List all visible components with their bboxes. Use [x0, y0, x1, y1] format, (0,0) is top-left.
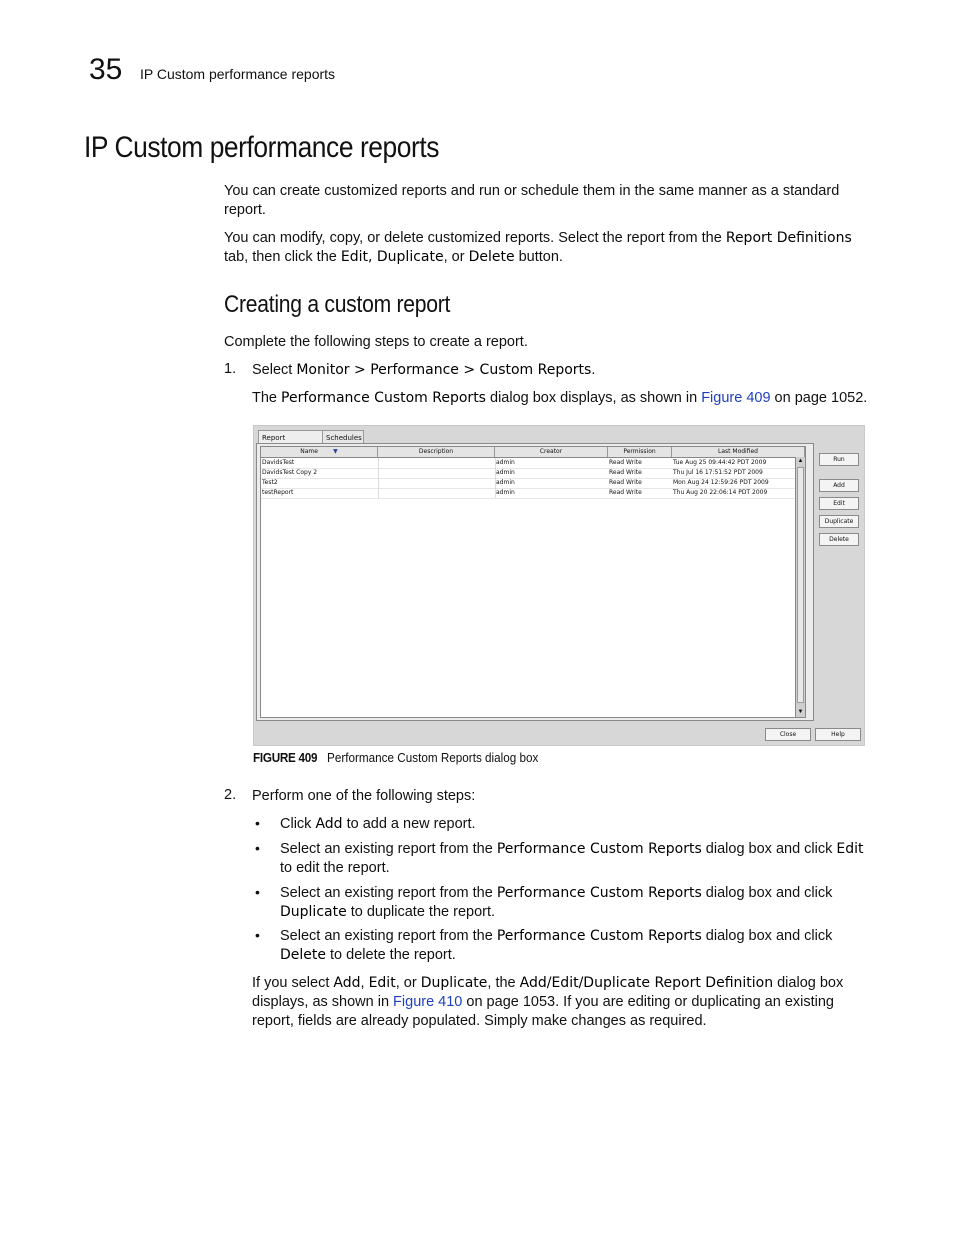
text: to add a new report. [342, 816, 476, 832]
ui-term: Performance Custom Reports [496, 841, 702, 857]
table-cell: admin [496, 479, 515, 486]
table-cell [378, 488, 496, 498]
text: The [252, 390, 282, 406]
table-cell: Mon Aug 24 12:59:26 PDT 2009 [673, 479, 769, 486]
ui-term: Report Definitions [725, 230, 852, 246]
step-1-subtext [252, 389, 867, 408]
bullet-4-glyph: • [255, 927, 260, 943]
text: , [360, 975, 369, 991]
text: , or [395, 975, 421, 991]
tab-report-definitions[interactable]: Report [258, 430, 324, 445]
text: dialog box and click [701, 885, 833, 901]
text: button. [514, 249, 563, 265]
figure-caption-text: Performance Custom Reports dialog box [327, 750, 539, 765]
vertical-scrollbar[interactable] [795, 457, 805, 717]
column-header-name[interactable] [261, 447, 378, 457]
table-cell: Test2 [261, 478, 379, 488]
close-button[interactable]: Close [765, 728, 811, 741]
bullet-1-glyph: • [255, 815, 260, 831]
ui-term: Edit [836, 841, 864, 857]
bullet-2-glyph: • [255, 840, 260, 856]
figure-410-link[interactable]: Figure 410 [393, 994, 463, 1010]
delete-button[interactable]: Delete [819, 533, 859, 546]
text: Select an existing report from the [280, 841, 497, 857]
table-cell: Thu Aug 20 22:06:14 PDT 2009 [673, 489, 768, 496]
text: , the [487, 975, 520, 991]
bullet-3 [280, 884, 864, 922]
scroll-up-icon[interactable]: ▲ [797, 458, 804, 464]
page-title: IP Custom performance reports [84, 131, 440, 164]
ui-term: Add/Edit/Duplicate Report Definition [519, 975, 774, 991]
text: to duplicate the report. [346, 904, 496, 920]
text: Select an existing report from the [280, 885, 497, 901]
table-row[interactable] [261, 488, 805, 499]
section-heading: Creating a custom report [224, 291, 451, 318]
ui-term: Edit [368, 975, 396, 991]
figure-409-link[interactable]: Figure 409 [701, 390, 771, 406]
text: , or [443, 249, 469, 265]
text: on page 1052. [770, 390, 868, 406]
ui-term: Performance Custom Reports [496, 928, 702, 944]
add-button[interactable]: Add [819, 479, 859, 492]
text: . [591, 362, 596, 378]
intro-paragraph-2 [224, 229, 864, 267]
bullet-1 [280, 815, 476, 834]
report-definitions-panel [256, 443, 814, 721]
bullet-2 [280, 840, 864, 878]
text: to edit the report. [280, 860, 390, 876]
table-cell: testReport [261, 488, 379, 498]
table-cell: Read Write [609, 459, 642, 466]
section-lead: Complete the following steps to create a report. [224, 334, 528, 350]
column-header-creator[interactable]: Creator [495, 447, 608, 457]
table-cell [378, 458, 496, 468]
step-2-number: 2. [224, 787, 237, 803]
column-header-last-modified[interactable]: Last Modified [672, 447, 805, 457]
table-cell: admin [496, 469, 515, 476]
bullet-3-glyph: • [255, 884, 260, 900]
step-1-text [252, 361, 595, 380]
table-cell: admin [496, 459, 515, 466]
text: to delete the report. [326, 947, 456, 963]
edit-button[interactable]: Edit [819, 497, 859, 510]
text: dialog box and click [701, 928, 833, 944]
run-button[interactable]: Run [819, 453, 859, 466]
ui-term: Delete [468, 249, 515, 265]
performance-custom-reports-dialog [253, 425, 865, 746]
ui-term: Add [333, 975, 361, 991]
closing-paragraph [252, 974, 862, 1031]
table-cell: DavidsTest [261, 458, 379, 468]
tab-schedules[interactable]: Schedules [322, 430, 364, 445]
text: tab, then click the [224, 249, 341, 265]
ui-term: Delete [280, 947, 326, 963]
column-header-description[interactable]: Description [378, 447, 495, 457]
figure-label: FIGURE 409 [253, 750, 318, 765]
text: Select [252, 362, 297, 378]
figure-caption [253, 750, 538, 765]
reports-table [260, 446, 806, 718]
ui-term: Performance Custom Reports [281, 390, 486, 406]
table-cell: admin [496, 489, 515, 496]
text: dialog box and click [701, 841, 837, 857]
duplicate-button[interactable]: Duplicate [819, 515, 859, 528]
table-cell: Thu Jul 16 17:51:52 PDT 2009 [673, 469, 763, 476]
ui-term: Performance Custom Reports [496, 885, 702, 901]
table-cell: DavidsTest Copy 2 [261, 468, 379, 478]
scroll-thumb[interactable] [797, 467, 804, 703]
chapter-number: 35 [89, 53, 123, 86]
ui-term: Duplicate [280, 904, 347, 920]
bullet-4 [280, 927, 864, 965]
text: You can modify, copy, or delete customized reports. Select the report from the [224, 230, 726, 246]
ui-term: Monitor > Performance > Custom Reports [296, 362, 592, 378]
help-button[interactable]: Help [815, 728, 861, 741]
text: on page 1053. If you are editing or duplicating an existing report, fields are already populated. Simply make changes as required. [252, 994, 834, 1029]
table-cell [378, 468, 496, 478]
table-cell: Read Write [609, 469, 642, 476]
column-header-permission[interactable]: Permission [608, 447, 672, 457]
table-cell: Tue Aug 25 09:44:42 PDT 2009 [673, 459, 767, 466]
text: If you select [252, 975, 334, 991]
text: Click [280, 816, 316, 832]
table-cell: Read Write [609, 479, 642, 486]
running-title: IP Custom performance reports [140, 66, 336, 82]
ui-term: Add [315, 816, 343, 832]
step-2-text: Perform one of the following steps: [252, 788, 476, 804]
ui-term: Edit, Duplicate [340, 249, 444, 265]
text: Select an existing report from the [280, 928, 497, 944]
scroll-down-icon[interactable]: ▼ [797, 709, 804, 715]
column-label: Name [300, 448, 318, 455]
table-cell [378, 478, 496, 488]
ui-term: Duplicate [420, 975, 488, 991]
text: dialog box displays, as shown in [252, 975, 844, 1010]
table-header [261, 447, 805, 458]
step-1-number: 1. [224, 361, 237, 377]
intro-paragraph-1: You can create customized reports and run or schedule them in the same manner as a standard report. [224, 183, 840, 218]
text: dialog box displays, as shown in [485, 390, 702, 406]
sort-desc-icon: ▼ [333, 448, 338, 455]
table-cell: Read Write [609, 489, 642, 496]
